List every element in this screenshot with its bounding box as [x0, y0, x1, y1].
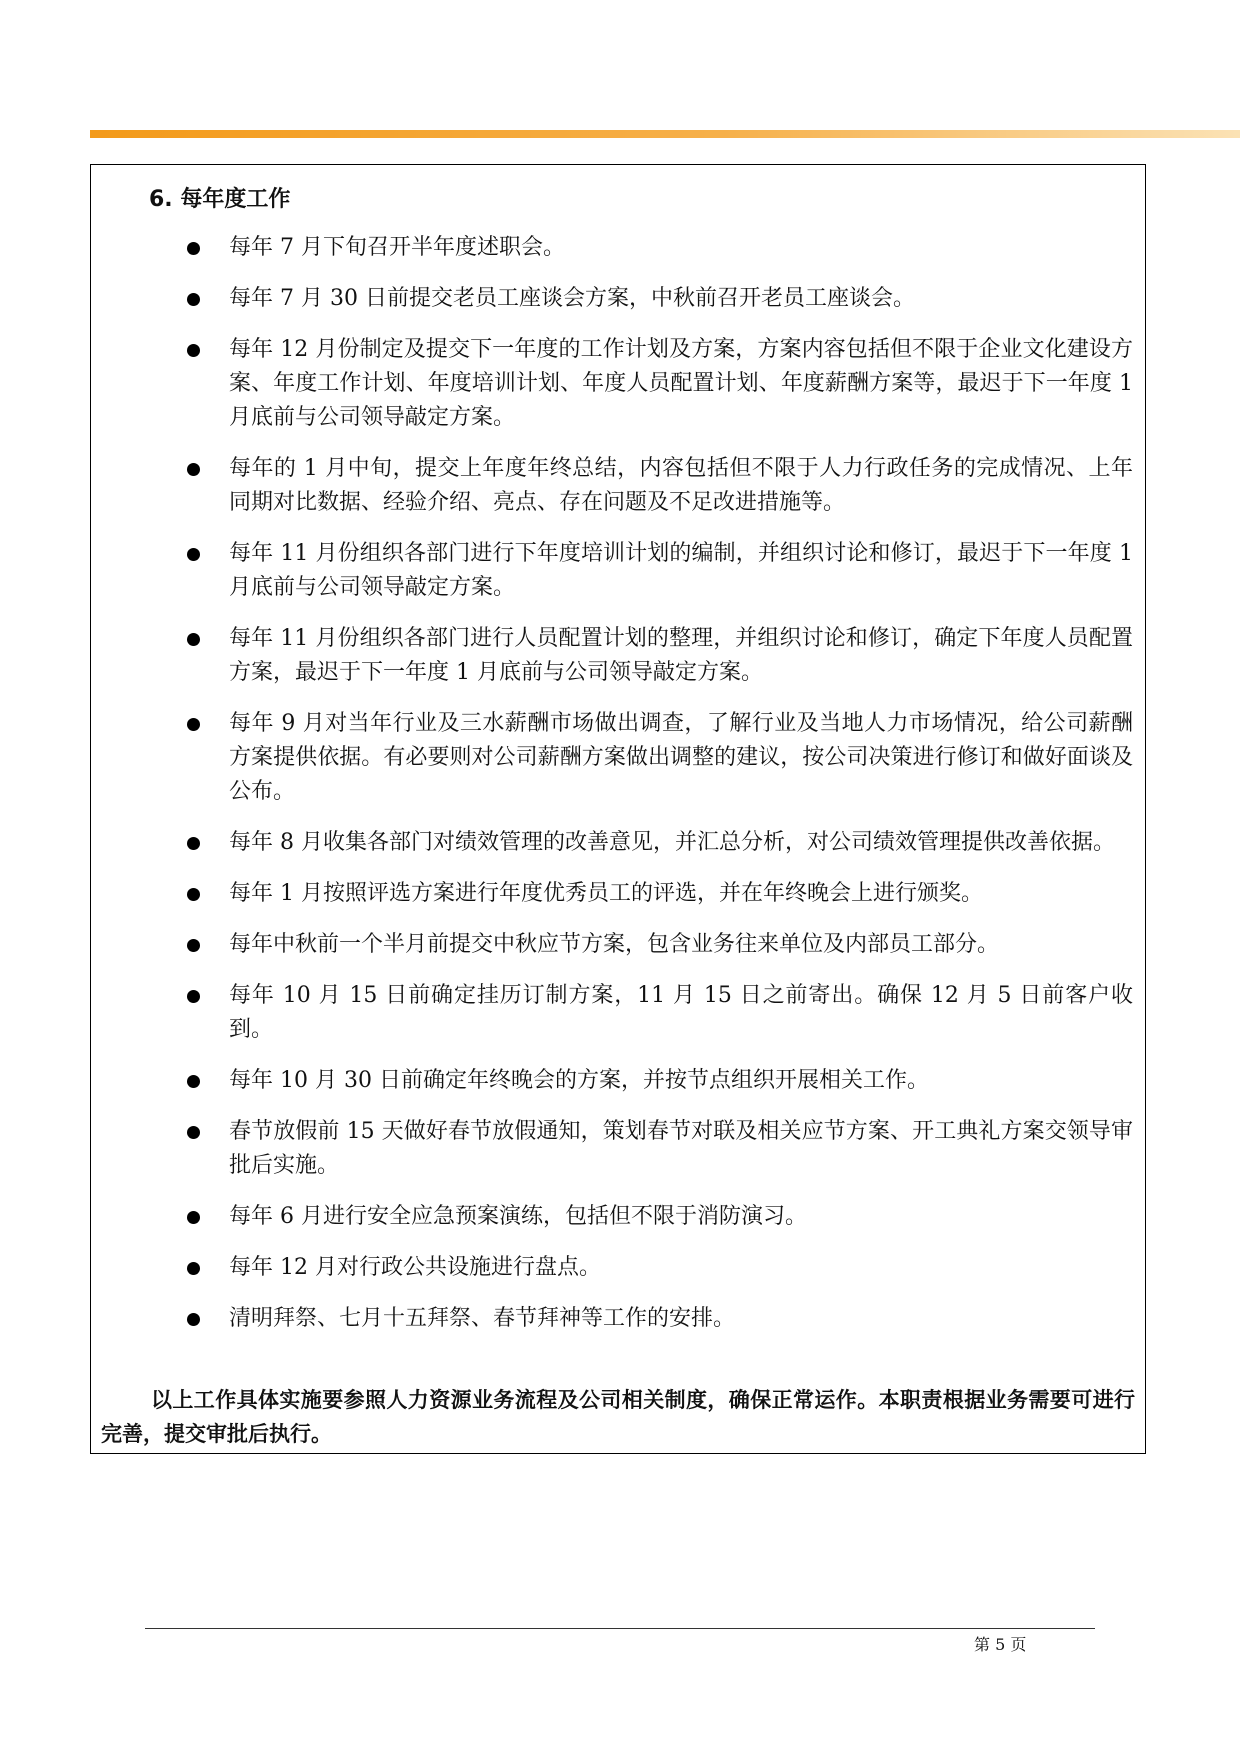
list-item-text: 每年中秋前一个半月前提交中秋应节方案，包含业务往来单位及内部员工部分。: [229, 932, 1000, 957]
list-item-text: 每年 10 月 30 日前确定年终晚会的方案，并按节点组织开展相关工作。: [229, 1068, 929, 1093]
bullet-icon: [187, 1313, 200, 1326]
header-accent-bar: [90, 130, 1240, 138]
bullet-icon: [187, 1262, 200, 1275]
list-item: [187, 1064, 1133, 1098]
list-item: [187, 452, 1133, 520]
bullet-icon: [187, 1211, 200, 1224]
list-item-text: 每年 7 月 30 日前提交老员工座谈会方案，中秋前召开老员工座谈会。: [229, 286, 915, 311]
bullet-icon: [187, 548, 200, 561]
list-item-text: 每年 1 月按照评选方案进行年度优秀员工的评选，并在年终晚会上进行颁奖。: [229, 881, 983, 906]
bullet-icon: [187, 718, 200, 731]
list-item-text: 清明拜祭、七月十五拜祭、春节拜神等工作的安排。: [229, 1306, 736, 1331]
list-item: [187, 877, 1133, 911]
list-item: [187, 622, 1133, 690]
bullet-icon: [187, 242, 200, 255]
list-item: [187, 231, 1133, 265]
conclusion-text: 以上工作具体实施要参照人力资源业务流程及公司相关制度，确保正常运作。本职责根据业务需要可进行完善，提交审批后执行。: [101, 1388, 1135, 1446]
list-item-text: 每年的 1 月中旬，提交上年度年终总结，内容包括但不限于人力行政任务的完成情况、上年同期对比数据、经验介绍、亮点、存在问题及不足改进措施等。: [229, 456, 1133, 515]
list-item: [187, 979, 1133, 1047]
bullet-icon: [187, 293, 200, 306]
list-item: [187, 707, 1133, 809]
footer-divider: [145, 1628, 1095, 1629]
list-item-text: 每年 6 月进行安全应急预案演练，包括但不限于消防演习。: [229, 1204, 807, 1229]
bullet-icon: [187, 633, 200, 646]
list-item: [187, 1251, 1133, 1285]
list-item: [187, 1200, 1133, 1234]
list-item-text: 每年 12 月对行政公共设施进行盘点。: [229, 1255, 601, 1280]
bullet-icon: [187, 1075, 200, 1088]
list-item-text: 每年 10 月 15 日前确定挂历订制方案，11 月 15 日之前寄出。确保 12 月 5 日前客户收到。: [229, 983, 1133, 1042]
bullet-icon: [187, 1126, 200, 1139]
list-item-text: 每年 9 月对当年行业及三水薪酬市场做出调查，了解行业及当地人力市场情况，给公司薪酬方案提供依据。有必要则对公司薪酬方案做出调整的建议，按公司决策进行修订和做好面谈及公布。: [229, 711, 1133, 804]
list-item-text: 每年 7 月下旬召开半年度述职会。: [229, 235, 565, 260]
list-item: [187, 282, 1133, 316]
bullet-icon: [187, 990, 200, 1003]
list-item-text: 每年 8 月收集各部门对绩效管理的改善意见，并汇总分析，对公司绩效管理提供改善依据。: [229, 830, 1115, 855]
bullet-icon: [187, 888, 200, 901]
list-item: [187, 928, 1133, 962]
content-box: [90, 164, 1146, 1454]
list-item-text: 每年 12 月份制定及提交下一年度的工作计划及方案，方案内容包括但不限于企业文化建设方案、年度工作计划、年度培训计划、年度人员配置计划、年度薪酬方案等，最迟于下一年度 1 月底前与公司领导敲定方案。: [229, 337, 1133, 430]
list-item: [187, 537, 1133, 605]
list-item-text: 春节放假前 15 天做好春节放假通知，策划春节对联及相关应节方案、开工典礼方案交领导审批后实施。: [229, 1119, 1133, 1178]
bullet-icon: [187, 837, 200, 850]
list-item-text: 每年 11 月份组织各部门进行人员配置计划的整理，并组织讨论和修订，确定下年度人员配置方案，最迟于下一年度 1 月底前与公司领导敲定方案。: [229, 626, 1133, 685]
list-item-text: 每年 11 月份组织各部门进行下年度培训计划的编制，并组织讨论和修订，最迟于下一年度 1 月底前与公司领导敲定方案。: [229, 541, 1133, 600]
bullet-icon: [187, 344, 200, 357]
page-number: 第 5 页: [974, 1635, 1027, 1654]
list-item: [187, 1302, 1133, 1336]
list-item: [187, 826, 1133, 860]
section-heading: 6. 每年度工作: [149, 187, 291, 212]
bullet-list: [187, 231, 1133, 1353]
bullet-icon: [187, 463, 200, 476]
list-item: [187, 333, 1133, 435]
list-item: [187, 1115, 1133, 1183]
bullet-icon: [187, 939, 200, 952]
